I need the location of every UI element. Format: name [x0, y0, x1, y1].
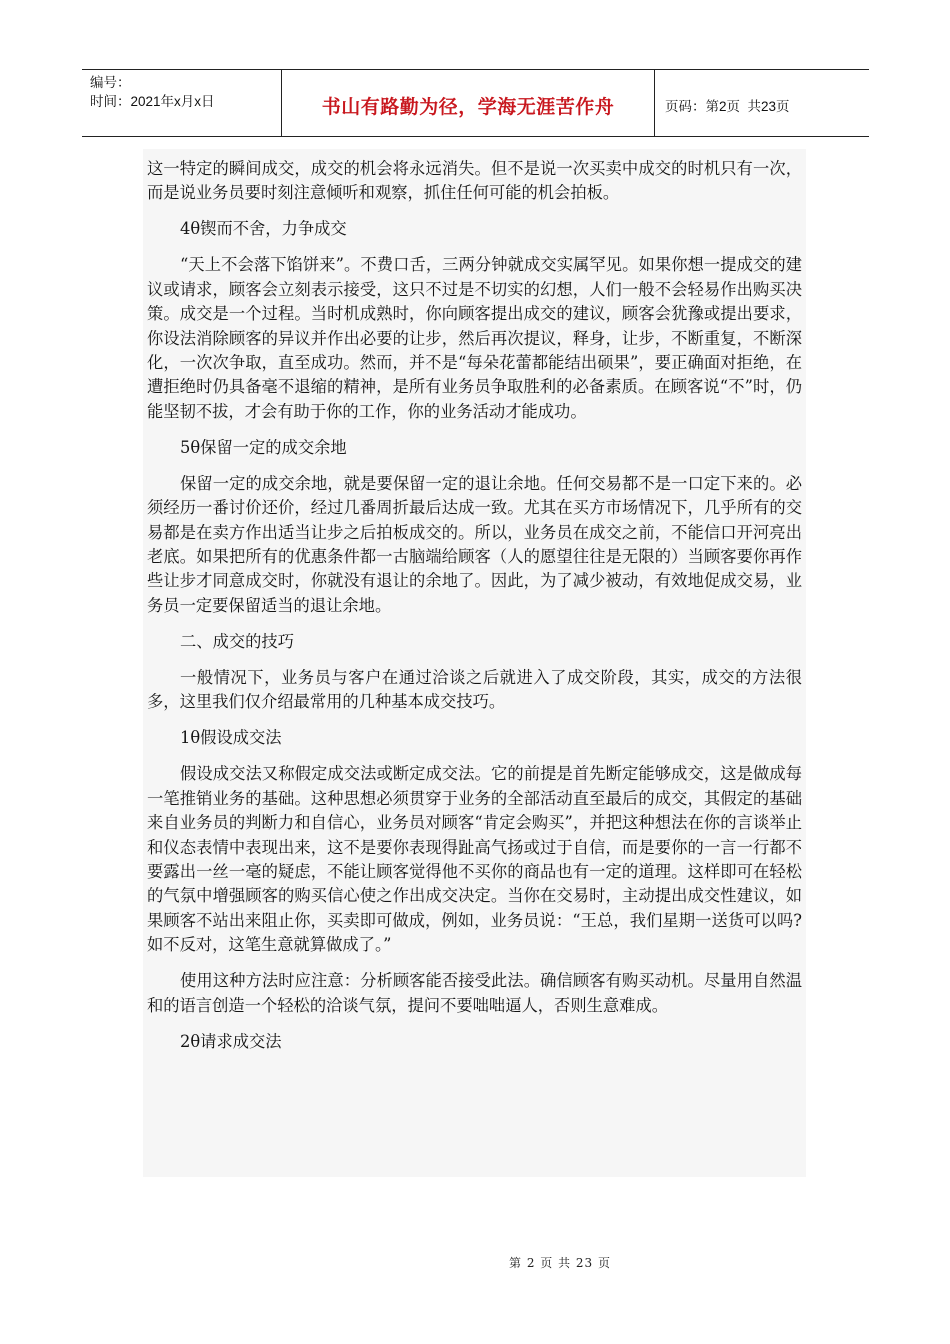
section-heading: 1θ假设成交法 [180, 728, 282, 748]
page-footer: 第 2 页 共 23 页 [509, 1256, 611, 1270]
section-heading: 5θ保留一定的成交余地 [180, 437, 347, 457]
document-body [143, 149, 806, 1177]
document-date: 时间：2021年x月x日 [90, 94, 215, 109]
header-motto: 书山有路勤为径，学海无涯苦作舟 [282, 70, 655, 136]
section-heading: 2θ请求成交法 [180, 1031, 282, 1051]
body-paragraph: 这一特定的瞬间成交，成交的机会将永远消失。但不是说一次买卖中成交的时机只有一次，而是说业务员要时刻注意倾听和观察，抓住任何可能的机会拍板。 [147, 159, 802, 203]
page-header [82, 69, 869, 137]
section-heading: 二、成交的技巧 [180, 631, 294, 651]
body-paragraph: 使用这种方法时应注意：分析顾客能否接受此法。确信顾客有购买动机。尽量用自然温和的语言创造一个轻松的洽谈气氛，提问不要咄咄逼人，否则生意难成。 [147, 971, 802, 1015]
body-paragraph: 一般情况下，业务员与客户在通过洽谈之后就进入了成交阶段，其实，成交的方法很多，这里我们仅介绍最常用的几种基本成交技巧。 [147, 667, 802, 712]
document-number-label: 编号： [90, 75, 131, 90]
header-page-number: 页码：第2页 共23页 [665, 99, 790, 114]
header-meta [82, 70, 282, 136]
body-paragraph: 假设成交法又称假定成交法或断定成交法。它的前提是首先断定能够成交，这是做成每一笔推销业务的基础。这种思想必须贯穿于业务的全部活动直至最后的成交，其假定的基础来自业务员的判断力和自信心，业务员对顾客“肯定会购买”，并把这种想法在你的言谈举止和仪态表情中表现出来，这不是要你表现得趾高气扬或过于自信，而是要你的一言一行都不要露出一丝一毫的疑虑，不能让顾客觉得他不买你的商品也有一定的道理。这样即可在轻松的气氛中增强顾客的购买信心使之作出成交决定。当你在交易时，主动提出成交性建议，如果顾客不站出来阻止你，买卖即可做成，例如，业务员说：“王总，我们星期一送货可以吗?如不反对，这笔生意就算做成了。” [147, 764, 802, 955]
section-heading: 4θ锲而不舍，力争成交 [180, 219, 347, 239]
body-paragraph: 保留一定的成交余地，就是要保留一定的退让余地。任何交易都不是一口定下来的。必须经历一番讨价还价，经过几番周折最后达成一致。尤其在买方市场情况下，几乎所有的交易都是在卖方作出适当让步之后拍板成交的。所以，业务员在成交之前，不能信口开河亮出老底。如果把所有的优惠条件都一古脑端给顾客（人的愿望往往是无限的）当顾客要你再作些让步才同意成交时，你就没有退让的余地了。因此，为了减少被动，有效地促成交易，业务员一定要保留适当的退让余地。 [147, 473, 802, 615]
body-paragraph: “天上不会落下馅饼来”。不费口舌，三两分钟就成交实属罕见。如果你想一提成交的建议或请求，顾客会立刻表示接受，这只不过是不切实的幻想，人们一般不会轻易作出购买决策。成交是一个过程。当时机成熟时，你向顾客提出成交的建议，顾客会犹豫或提出要求，你设法消除顾客的异议并作出必要的让步，然后再次提议，释身，让步，不断重复，不断深化，一次次争取，直至成功。然而，并不是“每朵花蕾都能结出硕果”，要正确面对拒绝，在遭拒绝时仍具备毫不退缩的精神，是所有业务员争取胜利的必备素质。在顾客说“不”时，仍能坚韧不拔，才会有助于你的工作，你的业务活动才能成功。 [147, 255, 802, 421]
